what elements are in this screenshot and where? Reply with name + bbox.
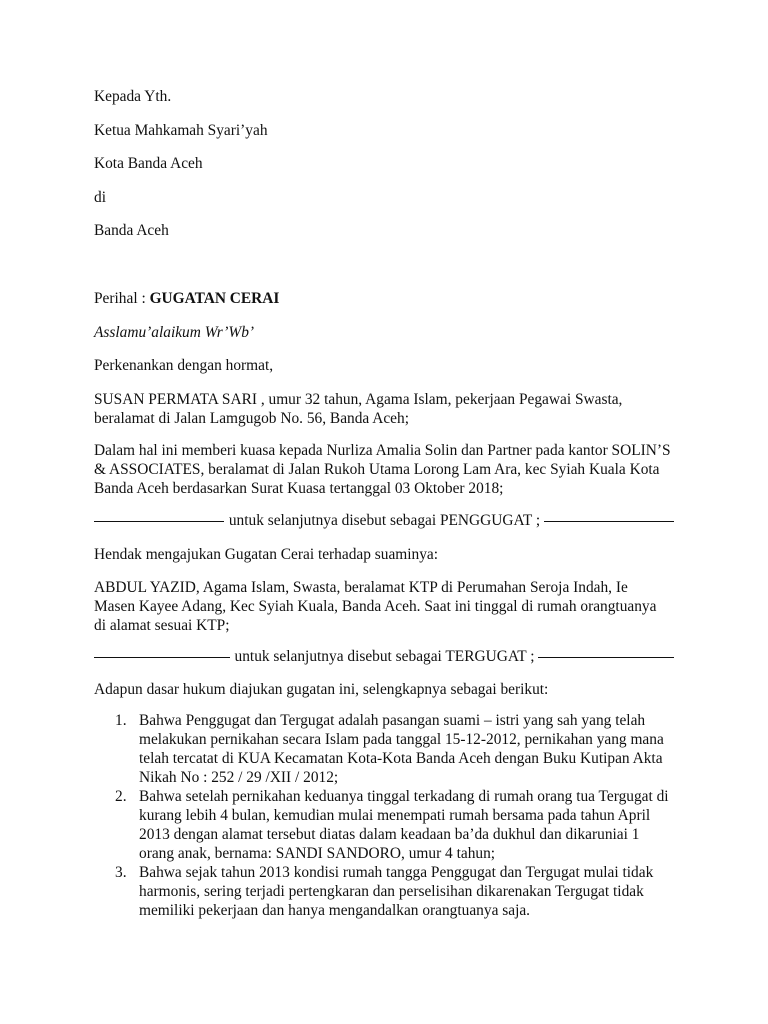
list-item-line: Nikah No : 252 / 29 /XII / 2012; bbox=[139, 769, 339, 786]
list-item-line: Bahwa setelah pernikahan keduanya tinggal terkadang di rumah orang tua Tergugat di bbox=[139, 788, 669, 805]
list-item-line: kurang lebih 4 bulan, kemudian mulai menempati rumah bersama pada tahun April bbox=[139, 807, 651, 824]
list-item-line: melakukan pernikahan secara Islam pada tanggal 15-12-2012, pernikahan yang mana bbox=[139, 731, 664, 748]
list-item-line: 2013 dengan alamat tersebut diatas dalam keadaan ba’da dukhul dan dikaruniai 1 bbox=[139, 826, 640, 843]
list-item bbox=[94, 863, 694, 920]
defendant-divider-text: untuk selanjutnya disebut sebagai TERGUGAT ; bbox=[234, 648, 535, 665]
plaintiff-paragraph bbox=[94, 390, 684, 428]
opening: Perkenankan dengan hormat, bbox=[94, 357, 274, 374]
attorney-line: Banda Aceh berdasarkan Surat Kuasa tertanggal 03 Oktober 2018; bbox=[94, 480, 504, 497]
defendant-divider bbox=[94, 647, 674, 666]
list-item-line: Bahwa Penggugat dan Tergugat adalah pasangan suami – istri yang sah yang telah bbox=[139, 712, 646, 729]
list-item bbox=[94, 711, 694, 787]
recipient-line-3: Kota Banda Aceh bbox=[94, 155, 203, 172]
list-item-line: memiliki pekerjaan dan hanya mengandalkan orangtuanya saja. bbox=[139, 902, 531, 919]
list-item bbox=[94, 787, 694, 863]
plaintiff-line: beralamat di Jalan Lamgugob No. 56, Banda Aceh; bbox=[94, 410, 409, 427]
defendant-line: Masen Kayee Adang, Kec Syiah Kuala, Banda Aceh. Saat ini tinggal di rumah orangtuanya bbox=[94, 598, 657, 615]
recipient-line-1: Kepada Yth. bbox=[94, 88, 172, 105]
attorney-line: Dalam hal ini memberi kuasa kepada Nurliza Amalia Solin dan Partner pada kantor SOLIN’S bbox=[94, 442, 671, 459]
attorney-line: & ASSOCIATES, beralamat di Jalan Rukoh Utama Lorong Lam Ara, kec Syiah Kuala Kota bbox=[94, 461, 660, 478]
divider-rule bbox=[544, 521, 674, 522]
list-item-text bbox=[139, 863, 694, 920]
list-item-number: 3. bbox=[115, 864, 127, 881]
divider-rule bbox=[538, 657, 674, 658]
list-item-text bbox=[139, 787, 694, 863]
recipient-line-2: Ketua Mahkamah Syari’yah bbox=[94, 122, 268, 139]
intent-line: Hendak mengajukan Gugatan Cerai terhadap suaminya: bbox=[94, 546, 439, 563]
plaintiff-divider-text: untuk selanjutnya disebut sebagai PENGGUGAT ; bbox=[228, 512, 541, 529]
defendant-line: di alamat sesuai KTP; bbox=[94, 617, 230, 634]
divider-rule bbox=[94, 657, 230, 658]
basis-intro: Adapun dasar hukum diajukan gugatan ini, selengkapnya sebagai berikut: bbox=[94, 681, 549, 698]
subject-label: Perihal : bbox=[94, 290, 150, 307]
plaintiff-divider bbox=[94, 511, 674, 530]
divider-rule bbox=[94, 521, 224, 522]
list-item-text bbox=[139, 711, 694, 787]
list-item-line: Bahwa sejak tahun 2013 kondisi rumah tangga Penggugat dan Tergugat mulai tidak bbox=[139, 864, 654, 881]
list-item-line: orang anak, bernama: SANDI SANDORO, umur 4 tahun; bbox=[139, 845, 496, 862]
power-of-attorney-paragraph bbox=[94, 441, 684, 498]
list-item-line: harmonis, sering terjadi pertengkaran dan perselisihan dikarenakan Tergugat tidak bbox=[139, 883, 644, 900]
subject-line bbox=[94, 289, 279, 308]
list-item-line: telah tercatat di KUA Kecamatan Kota-Kota Banda Aceh dengan Buku Kutipan Akta bbox=[139, 750, 663, 767]
greeting: Asslamu’alaikum Wr’Wb’ bbox=[94, 324, 255, 341]
list-item-number: 1. bbox=[115, 712, 127, 729]
plaintiff-line: SUSAN PERMATA SARI , umur 32 tahun, Agama Islam, pekerjaan Pegawai Swasta, bbox=[94, 391, 623, 408]
subject-value: GUGATAN CERAI bbox=[149, 290, 280, 307]
defendant-paragraph bbox=[94, 578, 684, 635]
points-list bbox=[94, 711, 694, 920]
list-item-number: 2. bbox=[115, 788, 127, 805]
recipient-line-5: Banda Aceh bbox=[94, 222, 169, 239]
defendant-line: ABDUL YAZID, Agama Islam, Swasta, beralamat KTP di Perumahan Seroja Indah, Ie bbox=[94, 579, 628, 596]
recipient-line-4: di bbox=[94, 189, 106, 206]
